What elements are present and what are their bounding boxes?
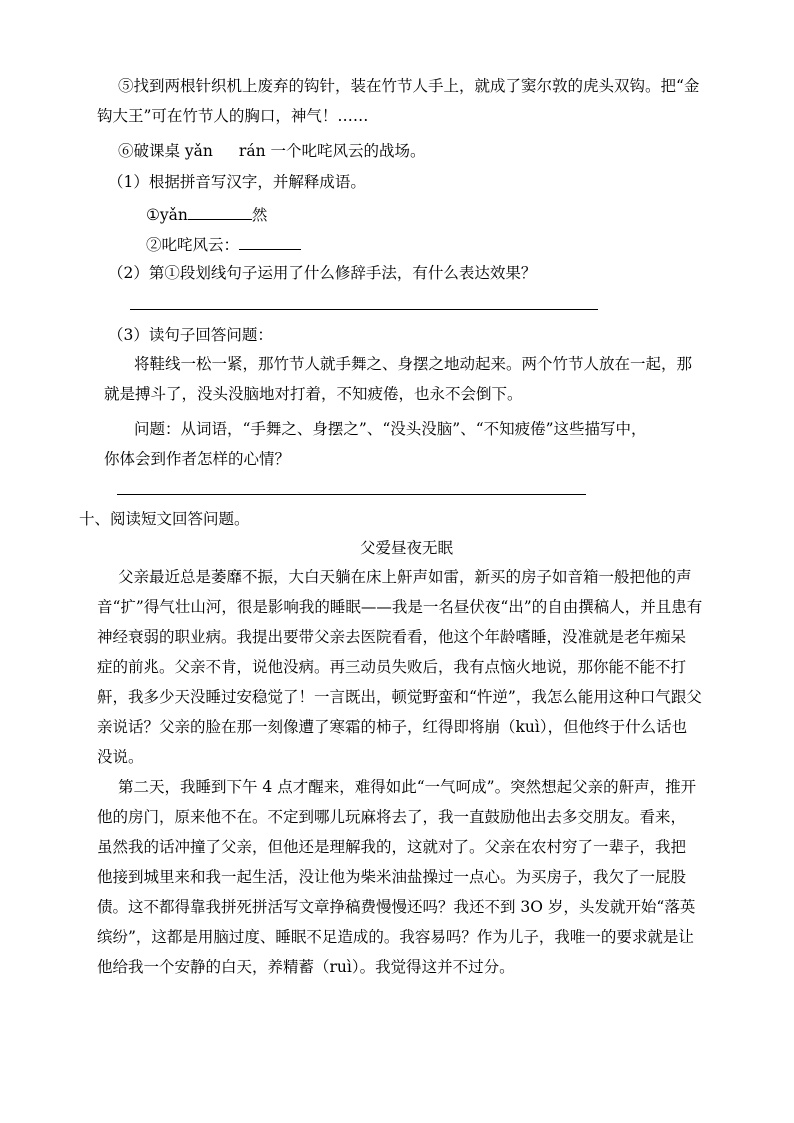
answer-blank[interactable]: [239, 235, 301, 250]
article-line: 父亲最近总是萎靡不振，大白天躺在床上鼾声如雷，新买的房子如音箱一般把他的声: [118, 568, 692, 586]
passage-line: 钩大王”可在竹节人的胸口，神气！……: [97, 107, 369, 125]
section-heading: 十、阅读短文回答问题。: [79, 510, 250, 528]
quote-line: 将鞋线一松一紧，那竹节人就手舞之、身摆之地动起来。两个竹节人放在一起，那: [134, 355, 693, 373]
answer-rule[interactable]: [117, 494, 586, 495]
article-line: 他给我一个安静的白天，养精蓄（ruì）。我觉得这并不过分。: [97, 958, 515, 976]
answer-line: [146, 205, 267, 225]
question-label: （3）读句子回答问题：: [108, 326, 273, 344]
article-line: 缤纷”，这都是用脑过度、睡眠不足造成的。我容易吗？作为儿子，我唯一的要求就是让: [97, 928, 694, 946]
article-line: 虽然我的话冲撞了父亲，但他还是理解我的，这就对了。父亲在农村穷了一辈子，我把: [97, 838, 687, 856]
article-line: 亲说话？父亲的脸在那一刻像遭了寒霜的柿子，红得即将崩（kuì），但他终于什么话也: [97, 718, 688, 736]
passage-line: ⑤找到两根针织机上废弃的钩针，装在竹节人手上，就成了窦尔敦的虎头双钩。把“金: [118, 77, 700, 95]
answer-prefix: ①yǎn: [146, 206, 188, 224]
answer-prefix: ②叱咤风云：: [146, 236, 240, 254]
article-line: 他的房门，原来他不在。不定到哪儿玩麻将去了，我一直鼓励他出去多交朋友。看来，: [97, 808, 687, 826]
article-line: 鼾，我多少天没睡过安稳觉了！一言既出，顿觉野蛮和“忤逆”，我怎么能用这种口气跟父: [97, 688, 702, 706]
question-label: （1）根据拼音写汉字，并解释成语。: [108, 173, 366, 191]
passage-line: [118, 141, 425, 161]
article-line: 神经衰弱的职业病。我提出要带父亲去医院看看，他这个年龄嗜睡，没准就是老年痴呆: [97, 628, 687, 646]
article-line: 第二天，我睡到下午 4 点才醒来，难得如此“一气呵成”。突然想起父亲的鼾声，推开: [118, 778, 697, 796]
article-title: 父爱昼夜无眠: [360, 539, 454, 557]
answer-blank[interactable]: [188, 205, 252, 220]
question-line: 问题：从词语，“手舞之、身摆之”、“没头没脑”、“不知疲倦”这些描写中，: [134, 420, 647, 438]
answer-line: [146, 235, 301, 255]
article-line: 他接到城里来和我一起生活，没让他为柴米油盐操过一点心。为买房子，我欠了一屁股: [97, 868, 687, 886]
article-line: 没说。: [97, 748, 144, 766]
answer-rule[interactable]: [130, 309, 598, 310]
passage-fragment: rán 一个叱咤风云的战场。: [238, 142, 426, 160]
article-line: 症的前兆。父亲不肯，说他没病。再三动员失败后，我有点恼火地说，那你能不能不打: [97, 658, 687, 676]
article-line: 债。这不都得靠我拼死拼活写文章挣稿费慢慢还吗？我还不到 3O 岁，头发就开始“落英: [97, 898, 696, 916]
question-label: （2）第①段划线句子运用了什么修辞手法，有什么表达效果？: [108, 264, 537, 282]
quote-line: 就是搏斗了，没头没脑地对打着，不知疲倦，也永不会倒下。: [104, 385, 523, 403]
question-line: 你体会到作者怎样的心情？: [104, 450, 291, 468]
article-line: 音“扩”得气壮山河，很是影响我的睡眠——我是一名昼伏夜“出”的自由撰稿人，并且患有: [97, 598, 703, 616]
answer-suffix: 然: [251, 206, 268, 224]
passage-fragment: ⑥破课桌 yǎn: [118, 142, 213, 160]
